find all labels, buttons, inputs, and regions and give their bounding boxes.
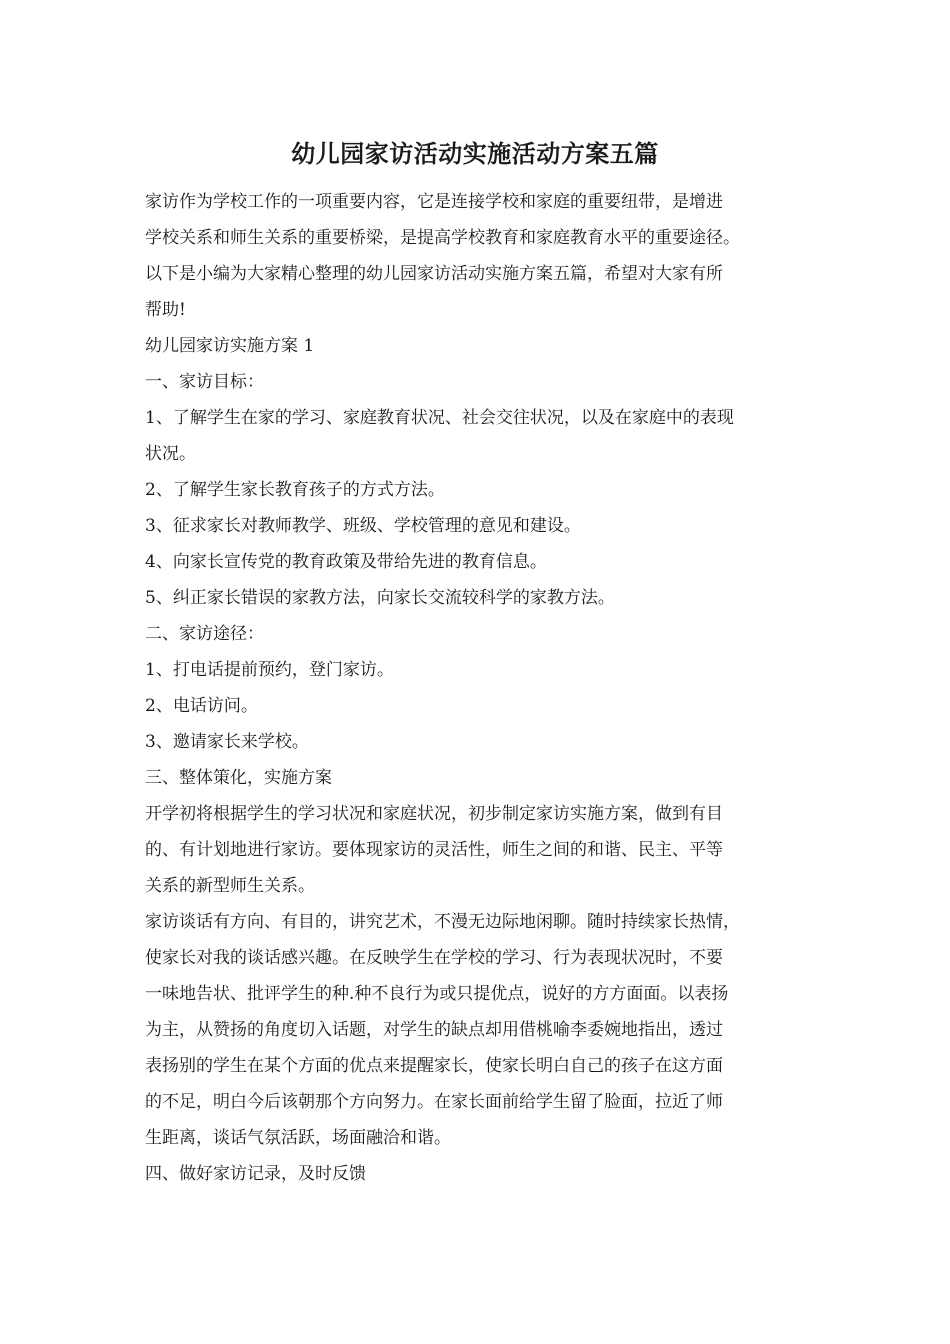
text-line: 1、打电话提前预约，登门家访。 [145,660,394,680]
text-line: 家访谈话有方向、有目的，讲究艺术，不漫无边际地闲聊。随时持续家长热情， [145,912,740,932]
text-line: 4、向家长宣传党的教育政策及带给先进的教育信息。 [145,552,547,572]
text-line: 帮助! [145,300,186,320]
text-line: 学校关系和师生关系的重要桥梁，是提高学校教育和家庭教育水平的重要途径。 [145,228,740,248]
text-line: 使家长对我的谈话感兴趣。在反映学生在学校的学习、行为表现状况时，不要 [145,948,723,968]
text-line: 状况。 [145,444,196,464]
text-line: 四、做好家访记录，及时反馈 [145,1164,366,1184]
text-line: 2、电话访问。 [145,696,258,716]
text-line: 一、家访目标： [145,372,264,392]
text-line: 的不足，明白今后该朝那个方向努力。在家长面前给学生留了脸面，拉近了师 [145,1092,723,1112]
text-line: 表扬别的学生在某个方面的优点来提醒家长，使家长明白自己的孩子在这方面 [145,1056,723,1076]
text-line: 开学初将根据学生的学习状况和家庭状况，初步制定家访实施方案，做到有目 [145,804,723,824]
text-line: 2、了解学生家长教育孩子的方式方法。 [145,480,445,500]
text-line: 幼儿园家访实施方案 1 [145,336,315,356]
text-line: 二、家访途径： [145,624,264,644]
text-line: 关系的新型师生关系。 [145,876,315,896]
text-line: 一味地告状、批评学生的种.种不良行为或只提优点，说好的方方面面。以表扬 [145,984,729,1004]
text-line: 以下是小编为大家精心整理的幼儿园家访活动实施方案五篇，希望对大家有所 [145,264,723,284]
text-line: 5、纠正家长错误的家教方法，向家长交流较科学的家教方法。 [145,588,615,608]
text-line: 家访作为学校工作的一项重要内容，它是连接学校和家庭的重要纽带，是增进 [145,192,723,212]
text-line: 的、有计划地进行家访。要体现家访的灵活性，师生之间的和谐、民主、平等 [145,840,723,860]
text-line: 生距离，谈话气氛活跃，场面融洽和谐。 [145,1128,451,1148]
text-line: 三、整体策化，实施方案 [145,768,332,788]
document-body [145,184,825,1192]
text-line: 为主，从赞扬的角度切入话题，对学生的缺点却用借桃喻李委婉地指出，透过 [145,1020,723,1040]
text-line: 3、邀请家长来学校。 [145,732,309,752]
document-title: 幼儿园家访活动实施活动方案五篇 [291,139,659,168]
text-line: 3、征求家长对教师教学、班级、学校管理的意见和建设。 [145,516,581,536]
text-line: 1、了解学生在家的学习、家庭教育状况、社会交往状况，以及在家庭中的表现 [145,408,734,428]
